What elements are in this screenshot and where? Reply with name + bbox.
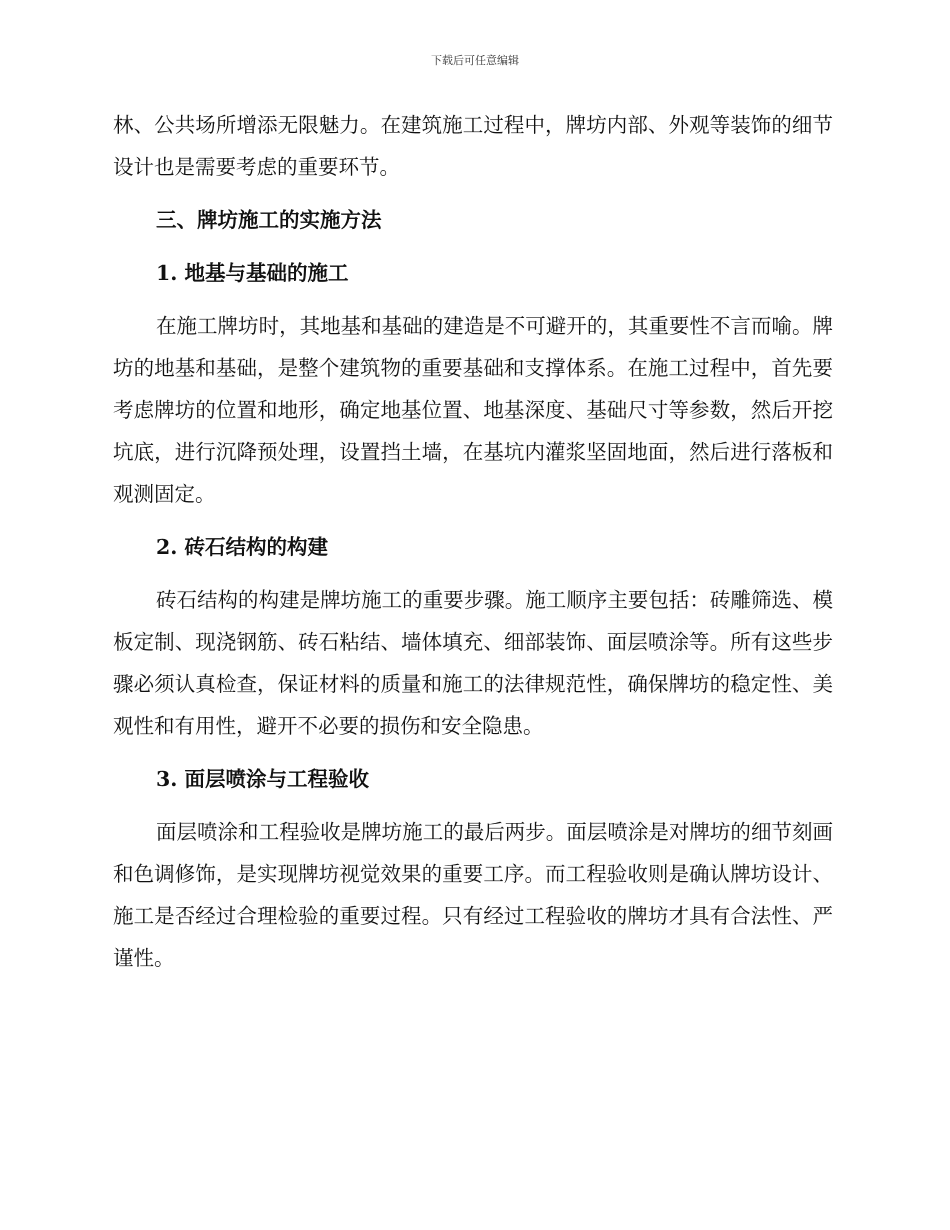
subsection-heading-coating: 3. 面层喷涂与工程验收 xyxy=(156,767,370,791)
subsection-heading-masonry: 2. 砖石结构的构建 xyxy=(156,535,329,559)
page-header: 下载后可任意编辑 xyxy=(431,54,519,67)
document-body xyxy=(113,104,833,979)
section-heading: 三、牌坊施工的实施方法 xyxy=(156,208,382,232)
paragraph-masonry: 砖石结构的构建是牌坊施工的重要步骤。施工顺序主要包括：砖雕筛选、模板定制、现浇钢筋、砖石粘结、墙体填充、细部装饰、面层喷涂等。所有这些步骤必须认真检查，保证材料的质量和施工的法律规范性，确保牌坊的稳定性、美观性和有用性，避开不必要的损伤和安全隐患。 xyxy=(113,588,833,738)
subsection-heading-foundation: 1. 地基与基础的施工 xyxy=(156,261,349,285)
paragraph-foundation: 在施工牌坊时，其地基和基础的建造是不可避开的，其重要性不言而喻。牌坊的地基和基础，是整个建筑物的重要基础和支撑体系。在施工过程中，首先要考虑牌坊的位置和地形，确定地基位置、地基深度、基础尺寸等参数，然后开挖坑底，进行沉降预处理，设置挡土墙，在基坑内灌浆坚固地面，然后进行落板和观测固定。 xyxy=(113,314,833,506)
paragraph-coating: 面层喷涂和工程验收是牌坊施工的最后两步。面层喷涂是对牌坊的细节刻画和色调修饰，是实现牌坊视觉效果的重要工序。而工程验收则是确认牌坊设计、施工是否经过合理检验的重要过程。只有经过工程验收的牌坊才具有合法性、严谨性。 xyxy=(113,820,833,970)
intro-paragraph: 林、公共场所增添无限魅力。在建筑施工过程中，牌坊内部、外观等装饰的细节设计也是需要考虑的重要环节。 xyxy=(113,113,833,179)
